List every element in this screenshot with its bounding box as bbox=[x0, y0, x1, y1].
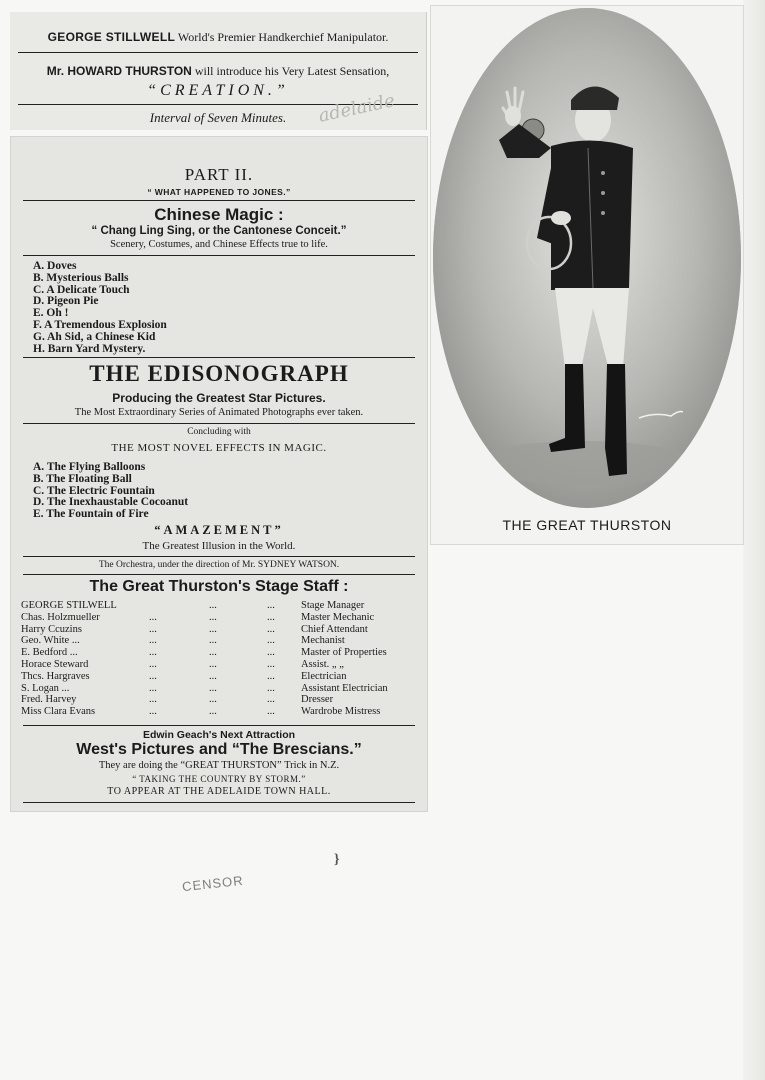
leader-dots: ... bbox=[209, 611, 217, 623]
list-item: C. The Electric Fountain bbox=[33, 484, 155, 497]
leader-dots: ... bbox=[149, 658, 157, 670]
censor-stamp: CENSOR bbox=[181, 872, 245, 895]
staff-name: Chas. Holzmueller bbox=[21, 611, 100, 623]
next-attraction-venue: TO APPEAR AT THE ADELAIDE TOWN HALL. bbox=[107, 786, 331, 797]
divider bbox=[23, 574, 415, 575]
list-item: C. A Delicate Touch bbox=[33, 283, 130, 296]
concluding-intro: Concluding with bbox=[187, 427, 251, 437]
next-attraction-title: West's Pictures and “The Brescians.” bbox=[76, 741, 362, 758]
stillwell-name: GEORGE STILLWELL bbox=[47, 30, 176, 44]
leader-dots: ... bbox=[149, 694, 157, 706]
list-item: D. The Inexhaustable Cocoanut bbox=[33, 496, 189, 509]
staff-role: Assist. „ „ bbox=[301, 658, 344, 670]
leader-dots: ... bbox=[267, 635, 275, 647]
top-clipping bbox=[10, 12, 427, 130]
leader-dots: ... bbox=[209, 694, 217, 706]
leader-dots: ... bbox=[267, 682, 275, 694]
list-item: H. Barn Yard Mystery. bbox=[33, 342, 146, 355]
thurston-line bbox=[10, 64, 426, 79]
leader-dots: ... bbox=[267, 600, 275, 611]
divider bbox=[23, 423, 415, 424]
magician-figure bbox=[433, 8, 741, 508]
staff-name: Harry Ccuzins bbox=[21, 623, 82, 635]
leader-dots: ... bbox=[267, 623, 275, 635]
amazement-subtitle: The Greatest Illusion in the World. bbox=[142, 540, 296, 552]
staff-role: Wardrobe Mistress bbox=[301, 706, 381, 718]
leader-dots: ... bbox=[209, 623, 217, 635]
divider bbox=[23, 255, 415, 256]
next-attraction-note: They are doing the “GREAT THURSTON” Trick in N.Z. bbox=[98, 760, 340, 771]
pencil-annotation: adelaide bbox=[316, 90, 397, 127]
list-item: F. A Tremendous Explosion bbox=[33, 318, 167, 331]
list-item: A. Doves bbox=[33, 260, 77, 272]
staff-row bbox=[21, 635, 417, 647]
staff-name: Horace Steward bbox=[21, 658, 89, 670]
leader-dots: ... bbox=[209, 658, 217, 670]
list-item: G. Ah Sid, a Chinese Kid bbox=[33, 330, 156, 343]
novel-effects-title: THE MOST NOVEL EFFECTS IN MAGIC. bbox=[111, 442, 327, 454]
leader-dots: ... bbox=[209, 706, 217, 718]
divider bbox=[23, 802, 415, 803]
staff-role: Dresser bbox=[301, 694, 334, 706]
part-heading: PART II. bbox=[184, 165, 254, 184]
staff-row bbox=[21, 612, 417, 624]
list-item: E. The Fountain of Fire bbox=[33, 508, 149, 521]
part-subheading: “ WHAT HAPPENED TO JONES.” bbox=[147, 187, 291, 197]
staff-role: Chief Attendant bbox=[301, 623, 368, 635]
leader-dots: ... bbox=[267, 694, 275, 706]
divider bbox=[23, 556, 415, 557]
edisonograph-subtitle: Producing the Greatest Star Pictures. bbox=[112, 391, 326, 405]
staff-row bbox=[21, 694, 417, 706]
staff-row bbox=[21, 659, 417, 671]
leader-dots: ... bbox=[209, 682, 217, 694]
staff-row bbox=[21, 600, 417, 612]
staff-name: S. Logan ... bbox=[21, 682, 70, 694]
staff-row bbox=[21, 624, 417, 636]
chinese-magic-subtitle: “ Chang Ling Sing, or the Cantonese Conceit.” bbox=[91, 225, 347, 237]
divider bbox=[18, 52, 418, 53]
leader-dots: ... bbox=[149, 611, 157, 623]
leader-dots: ... bbox=[149, 635, 157, 647]
programme-clipping bbox=[10, 136, 428, 812]
divider bbox=[23, 725, 415, 726]
chinese-magic-title: Chinese Magic : bbox=[154, 205, 284, 224]
leader-dots: ... bbox=[209, 635, 217, 647]
staff-row bbox=[21, 683, 417, 695]
creation-title: “CREATION.” bbox=[147, 82, 289, 99]
page-edge bbox=[743, 0, 765, 1080]
staff-role: Master of Properties bbox=[301, 647, 387, 659]
staff-name: Miss Clara Evans bbox=[21, 706, 96, 718]
leader-dots: ... bbox=[209, 670, 217, 682]
staff-name: GEORGE STILWELL bbox=[21, 600, 117, 611]
staff-list bbox=[21, 600, 417, 718]
leader-dots: ... bbox=[149, 623, 157, 635]
interval-text: Interval of Seven Minutes. bbox=[149, 110, 287, 125]
chinese-magic-list bbox=[33, 261, 167, 355]
staff-role: Stage Manager bbox=[301, 600, 365, 611]
list-item: D. Pigeon Pie bbox=[33, 295, 99, 308]
photo-card bbox=[430, 5, 744, 545]
thurston-desc: will introduce his Very Latest Sensation, bbox=[194, 64, 390, 78]
photo-caption: THE GREAT THURSTON bbox=[502, 517, 672, 533]
chinese-magic-note: Scenery, Costumes, and Chinese Effects true to life. bbox=[110, 239, 328, 250]
leader-dots: ... bbox=[149, 682, 157, 694]
staff-row bbox=[21, 706, 417, 718]
staff-row bbox=[21, 647, 417, 659]
edisonograph-note: The Most Extraordinary Series of Animated Photographs ever taken. bbox=[74, 407, 364, 418]
list-item: B. Mysterious Balls bbox=[33, 271, 129, 284]
next-attraction-intro: Edwin Geach's Next Attraction bbox=[142, 729, 296, 741]
edisonograph-title: THE EDISONOGRAPH bbox=[89, 361, 349, 386]
leader-dots: ... bbox=[267, 706, 275, 718]
staff-name: Fred. Harvey bbox=[21, 694, 77, 706]
staff-role: Mechanist bbox=[301, 635, 345, 647]
leader-dots: ... bbox=[149, 670, 157, 682]
list-item: E. Oh ! bbox=[33, 307, 69, 320]
staff-name: E. Bedford ... bbox=[21, 647, 78, 659]
orchestra-note: The Orchestra, under the direction of Mr. SYDNEY WATSON. bbox=[98, 560, 340, 570]
stillwell-line bbox=[10, 30, 426, 45]
leader-dots: ... bbox=[209, 647, 217, 659]
oval-portrait bbox=[433, 8, 741, 508]
next-attraction-tagline: “ TAKING THE COUNTRY BY STORM.” bbox=[132, 774, 306, 784]
list-item: A. The Flying Balloons bbox=[33, 461, 146, 473]
list-item: B. The Floating Ball bbox=[33, 472, 132, 485]
stillwell-desc: World's Premier Handkerchief Manipulator. bbox=[177, 30, 389, 44]
divider bbox=[23, 357, 415, 358]
staff-role: Assistant Electrician bbox=[301, 682, 388, 694]
staff-role: Master Mechanic bbox=[301, 611, 375, 623]
novel-effects-list bbox=[33, 462, 188, 521]
thurston-name: Mr. HOWARD THURSTON bbox=[46, 64, 192, 78]
ink-mark: } bbox=[334, 852, 340, 867]
divider bbox=[23, 200, 415, 201]
staff-name: Thcs. Hargraves bbox=[21, 670, 90, 682]
staff-role: Electrician bbox=[301, 670, 347, 682]
leader-dots: ... bbox=[267, 647, 275, 659]
leader-dots: ... bbox=[149, 647, 157, 659]
staff-title: The Great Thurston's Stage Staff : bbox=[89, 578, 349, 595]
leader-dots: ... bbox=[209, 600, 217, 611]
staff-name: Geo. White ... bbox=[21, 635, 80, 647]
leader-dots: ... bbox=[267, 658, 275, 670]
leader-dots: ... bbox=[267, 670, 275, 682]
staff-row bbox=[21, 671, 417, 683]
leader-dots: ... bbox=[149, 706, 157, 718]
amazement-title: “AMAZEMENT” bbox=[154, 523, 284, 537]
leader-dots: ... bbox=[267, 611, 275, 623]
